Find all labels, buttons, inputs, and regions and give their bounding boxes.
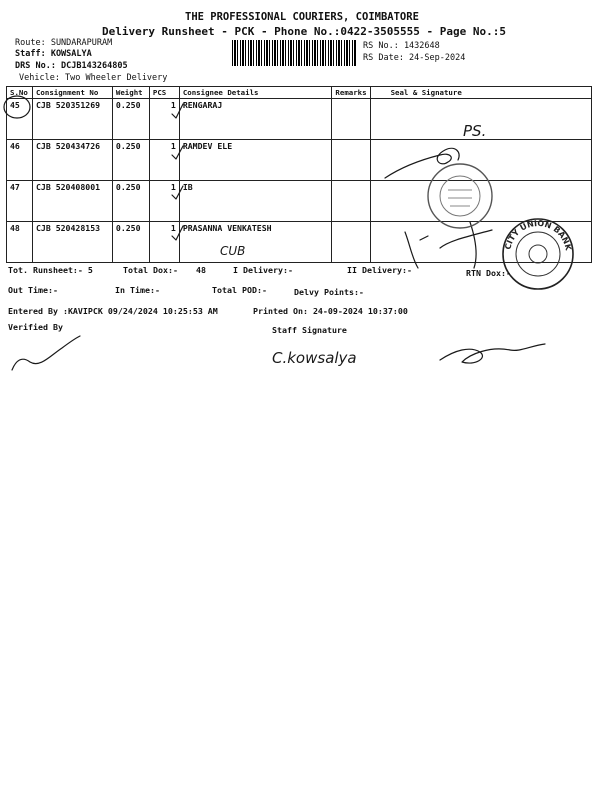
- runsheet-title: Delivery Runsheet - PCK - Phone No.:0422-3505555 - Page No.:5: [102, 25, 506, 38]
- cell-consignee: PRASANNA VENKATESH: [179, 222, 332, 263]
- cell-consignment: CJB 520408001: [32, 181, 112, 222]
- col-sno: S.No: [7, 87, 33, 99]
- staff-signature-label: Staff Signature: [272, 325, 347, 335]
- col-pcs: PCS: [149, 87, 179, 99]
- cell-consignment: CJB 520428153: [32, 222, 112, 263]
- tick-mark: [172, 104, 183, 118]
- handwritten-staff-name: C.kowsalya: [272, 349, 357, 367]
- cell-consignee: IB: [179, 181, 332, 222]
- svg-text:CITY UNION BANK: [503, 219, 573, 252]
- ii-delivery: II Delivery:-: [347, 265, 412, 275]
- route: Route: SUNDARAPURAM: [15, 38, 113, 48]
- staff: Staff: KOWSALYA: [15, 49, 92, 59]
- delvy-points: Delvy Points:-: [294, 287, 364, 297]
- cell-pcs: 1: [149, 140, 179, 181]
- col-seal-signature: Seal & Signature: [370, 87, 591, 99]
- out-time: Out Time:-: [8, 285, 58, 295]
- i-delivery: I Delivery:-: [233, 265, 293, 275]
- stamp-text: CITY UNION BANK: [503, 218, 573, 252]
- cell-weight: 0.250: [112, 99, 149, 140]
- cell-pcs: 1: [149, 181, 179, 222]
- total-dox-label: Total Dox:-: [123, 265, 178, 275]
- cell-pcs: 1: [149, 99, 179, 140]
- cell-consignee: RAMDEV ELE: [179, 140, 332, 181]
- staff-signature-mark: [440, 344, 545, 363]
- col-consignee: Consignee Details: [179, 87, 332, 99]
- col-remarks: Remarks: [332, 87, 370, 99]
- cell-sno: 46: [7, 140, 33, 181]
- cell-weight: 0.250: [112, 222, 149, 263]
- tick-mark: [172, 226, 183, 240]
- company-name: THE PROFESSIONAL COURIERS, COIMBATORE: [185, 11, 419, 23]
- cell-consignee: RENGARAJ: [179, 99, 332, 140]
- rs-date: RS Date: 24-Sep-2024: [363, 53, 466, 63]
- handwritten-ps: PS.: [463, 122, 487, 140]
- tick-mark: [172, 186, 183, 199]
- total-pod: Total POD:-: [212, 285, 267, 295]
- cell-sno: 45: [7, 99, 33, 140]
- bank-stamp: [498, 212, 578, 292]
- cell-consignment: CJB 520351269: [32, 99, 112, 140]
- entered-by: Entered By :KAVIPCK 09/24/2024 10:25:53 AM: [8, 306, 218, 316]
- cell-pcs: 1: [149, 222, 179, 263]
- handwritten-cub: CUB: [220, 244, 246, 258]
- in-time: In Time:-: [115, 285, 160, 295]
- circle-mark: [4, 96, 30, 118]
- verified-by-label: Verified By: [8, 322, 63, 332]
- verified-signature: [12, 336, 80, 370]
- rtn-dox: RTN Dox:-: [466, 268, 511, 278]
- total-dox-value: 48: [196, 265, 206, 275]
- stamp-partial: [408, 160, 498, 232]
- tick-mark: [172, 146, 183, 159]
- col-weight: Weight: [112, 87, 149, 99]
- cell-weight: 0.250: [112, 140, 149, 181]
- cell-sno: 48: [7, 222, 33, 263]
- vehicle: Vehicle: Two Wheeler Delivery: [19, 73, 168, 83]
- cell-sno: 47: [7, 181, 33, 222]
- tot-runsheet: Tot. Runsheet:- 5: [8, 265, 93, 275]
- col-consignment: Consignment No: [32, 87, 112, 99]
- rs-number: RS No.: 1432648: [363, 41, 440, 51]
- drs-number: DRS No.: DCJB143264805: [15, 61, 128, 71]
- cell-consignment: CJB 520434726: [32, 140, 112, 181]
- cell-weight: 0.250: [112, 181, 149, 222]
- printed-on: Printed On: 24-09-2024 10:37:00: [253, 306, 408, 316]
